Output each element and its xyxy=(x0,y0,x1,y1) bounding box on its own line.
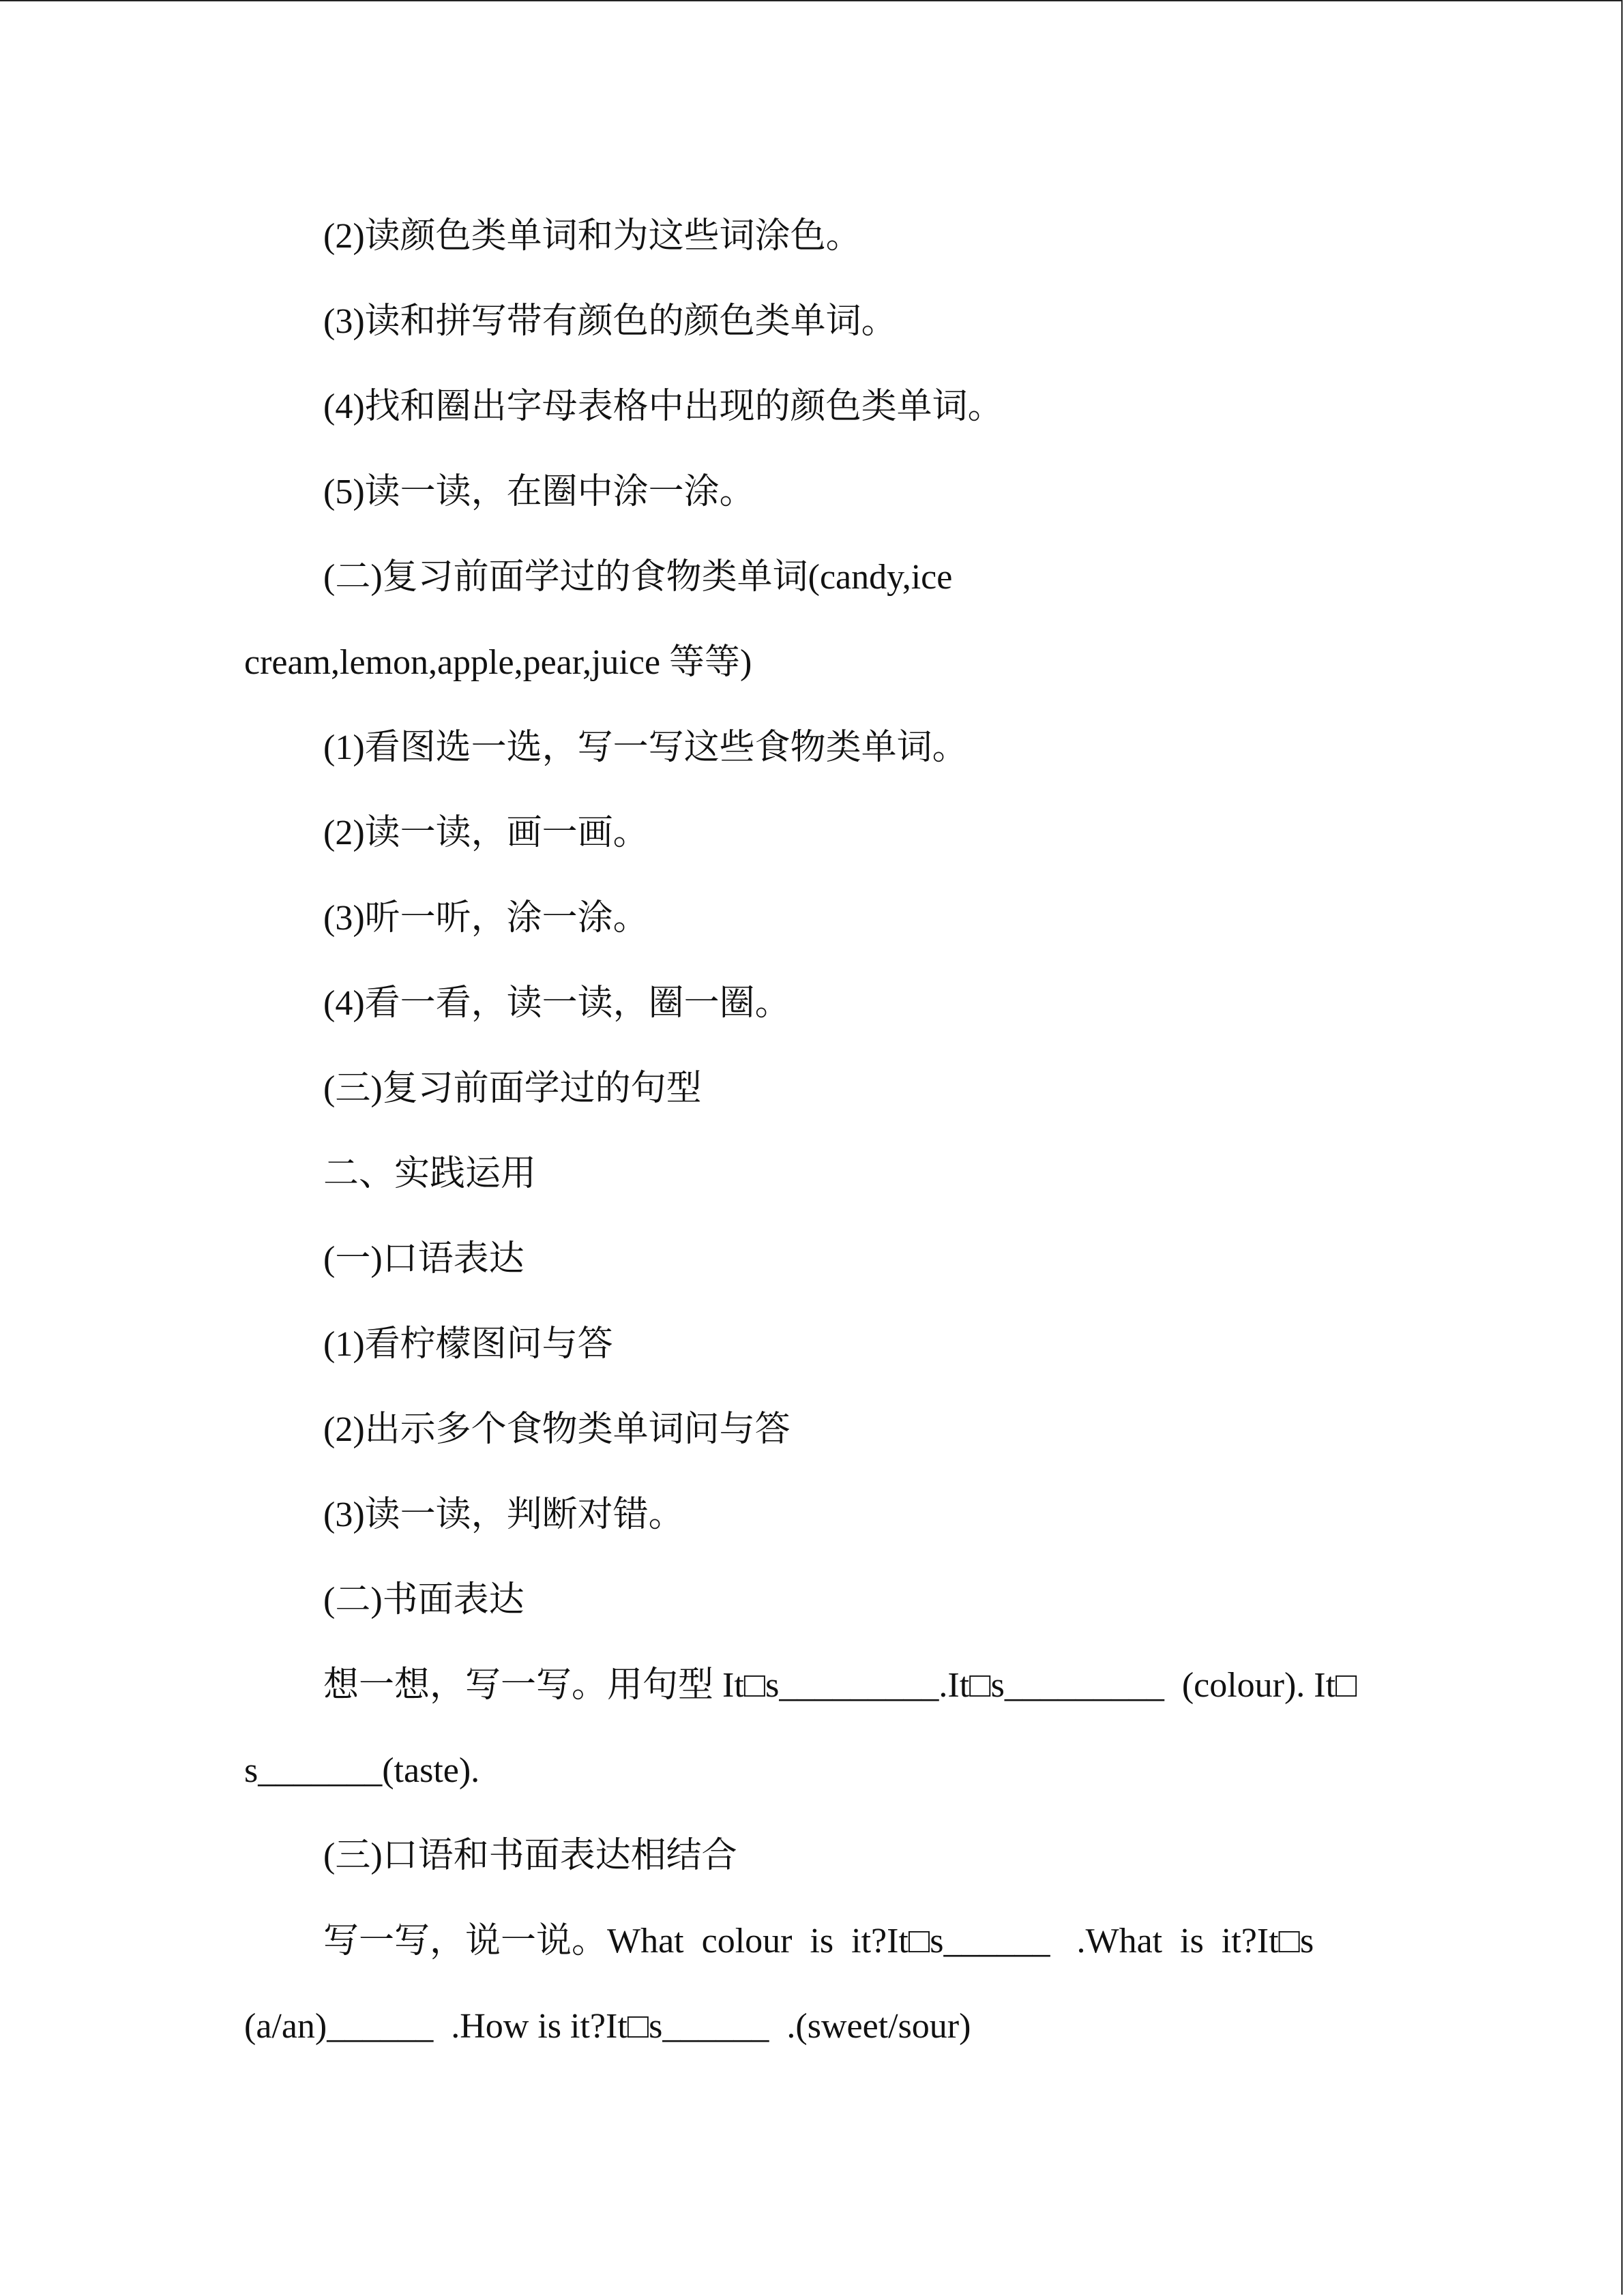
text-line: (3)读一读，判断对错。 xyxy=(323,1495,684,1534)
text-line: (三)口语和书面表达相结合 xyxy=(323,1836,737,1875)
text-line: (1)看图选一选，写一写这些食物类单词。 xyxy=(323,728,968,767)
text-line: (二)书面表达 xyxy=(323,1581,525,1620)
text-line: (二)复习前面学过的食物类单词(candy,ice xyxy=(323,558,953,597)
text-line: (2)出示多个食物类单词问与答 xyxy=(323,1410,791,1449)
text-line: (2)读颜色类单词和为这些词涂色。 xyxy=(323,217,861,256)
text-line: 写一写，说一说。What colour is it?It□s______ .What is it?It□s xyxy=(323,1922,1314,1960)
text-line: (4)看一看，读一读，圈一圈。 xyxy=(323,984,791,1023)
text-line: (a/an)______ .How is it?It□s______ .(sweet/sour) xyxy=(244,2007,971,2046)
text-line: s_______(taste). xyxy=(244,1751,480,1790)
text-line: 想一想，写一写。用句型 It□s_________.It□s_________ (colour). It□ xyxy=(323,1666,1357,1705)
text-line: (2)读一读，画一画。 xyxy=(323,814,649,852)
text-line: (4)找和圈出字母表格中出现的颜色类单词。 xyxy=(323,387,1003,426)
section-heading: 二、实践运用 xyxy=(323,1154,537,1193)
text-line: cream,lemon,apple,pear,juice 等等) xyxy=(244,643,752,682)
text-line: (3)听一听，涂一涂。 xyxy=(323,899,649,938)
text-line: (3)读和拼写带有颜色的颜色类单词。 xyxy=(323,302,897,341)
text-line: (5)读一读，在圈中涂一涂。 xyxy=(323,473,755,511)
text-line: (一)口语表达 xyxy=(323,1240,525,1279)
text-line: (三)复习前面学过的句型 xyxy=(323,1069,702,1108)
text-line: (1)看柠檬图问与答 xyxy=(323,1325,613,1364)
